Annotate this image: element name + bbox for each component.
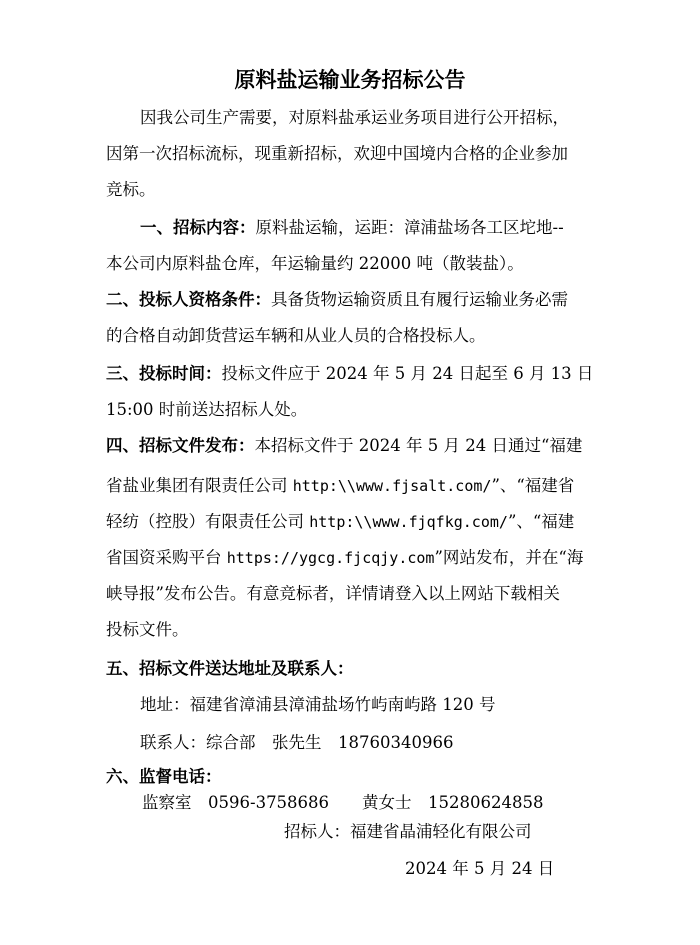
issuer: 招标人：福建省晶浦轻化有限公司 bbox=[284, 822, 532, 841]
ygcg-url: https://ygcg.fjcqjy.com bbox=[226, 549, 435, 567]
issue-date: 2024 年 5 月 24 日 bbox=[405, 859, 555, 878]
section-1-line-2: 本公司内原料盐仓库，年运输量约 22000 吨（散装盐）。 bbox=[106, 254, 524, 273]
section-2-heading: 二、投标人资格条件： bbox=[106, 290, 271, 309]
section-4-line-1 bbox=[106, 436, 582, 456]
section-1-heading: 一、招标内容： bbox=[140, 218, 256, 237]
section-1-line-1 bbox=[140, 218, 564, 238]
fjsalt-url: http:\\www.fjsalt.com/ bbox=[292, 477, 492, 495]
section-5-heading: 五、招标文件送达地址及联系人： bbox=[106, 659, 354, 678]
section-4-line-6: 投标文件。 bbox=[106, 620, 189, 639]
section-4-line-4 bbox=[106, 548, 583, 568]
section-4-line-5: 峡导报”发布公告。有意竞标者，详情请登入以上网站下载相关 bbox=[106, 584, 560, 603]
section-4-text-2a: 省盐业集团有限责任公司 bbox=[106, 476, 293, 495]
section-4-line-3 bbox=[106, 512, 574, 532]
section-3-line-1 bbox=[106, 364, 593, 384]
contact-person: 联系人：综合部 张先生 18760340966 bbox=[140, 733, 454, 752]
section-2-text-1: 具备货物运输资质且有履行运输业务必需 bbox=[271, 290, 568, 309]
intro-line-2: 因第一次招标流标，现重新招标，欢迎中国境内合格的企业参加 bbox=[106, 144, 568, 163]
section-2-line-1 bbox=[106, 290, 568, 310]
section-4-heading: 四、招标文件发布： bbox=[106, 436, 255, 455]
section-4-text-1: 本招标文件于 2024 年 5 月 24 日通过“福建 bbox=[254, 436, 583, 455]
section-3-heading: 三、投标时间： bbox=[106, 364, 222, 383]
section-4-text-3b: ”、“福建 bbox=[507, 512, 575, 531]
section-2-line-2: 的合格自动卸货营运车辆和从业人员的合格投标人。 bbox=[106, 326, 486, 345]
section-1-text-1: 原料盐运输，运距：漳浦盐场各工区坨地-- bbox=[255, 218, 564, 237]
supervision-person: 黄女士 15280624858 bbox=[362, 793, 544, 812]
page-title: 原料盐运输业务招标公告 bbox=[234, 67, 466, 92]
section-4-text-4b: ”网站发布，并在“海 bbox=[434, 548, 584, 567]
section-4-line-2 bbox=[106, 476, 574, 496]
section-3-text-1: 投标文件应于 2024 年 5 月 24 日起至 6 月 13 日 bbox=[221, 364, 594, 383]
section-3-line-2: 15:00 时前送达招标人处。 bbox=[106, 400, 308, 419]
intro-line-1: 因我公司生产需要，对原料盐承运业务项目进行公开招标， bbox=[140, 108, 569, 127]
intro-line-3: 竞标。 bbox=[106, 180, 156, 199]
section-4-text-2b: ”、“福建省 bbox=[491, 476, 575, 495]
section-4-text-4a: 省国资采购平台 bbox=[106, 548, 227, 567]
address: 地址：福建省漳浦县漳浦盐场竹屿南屿路 120 号 bbox=[140, 695, 496, 714]
section-4-text-3a: 轻纺（控股）有限责任公司 bbox=[106, 512, 310, 531]
fjqfkg-url: http:\\www.fjqfkg.com/ bbox=[309, 513, 508, 531]
section-6-heading: 六、监督电话： bbox=[106, 767, 222, 786]
supervision-office: 监察室 0596-3758686 bbox=[142, 793, 330, 812]
